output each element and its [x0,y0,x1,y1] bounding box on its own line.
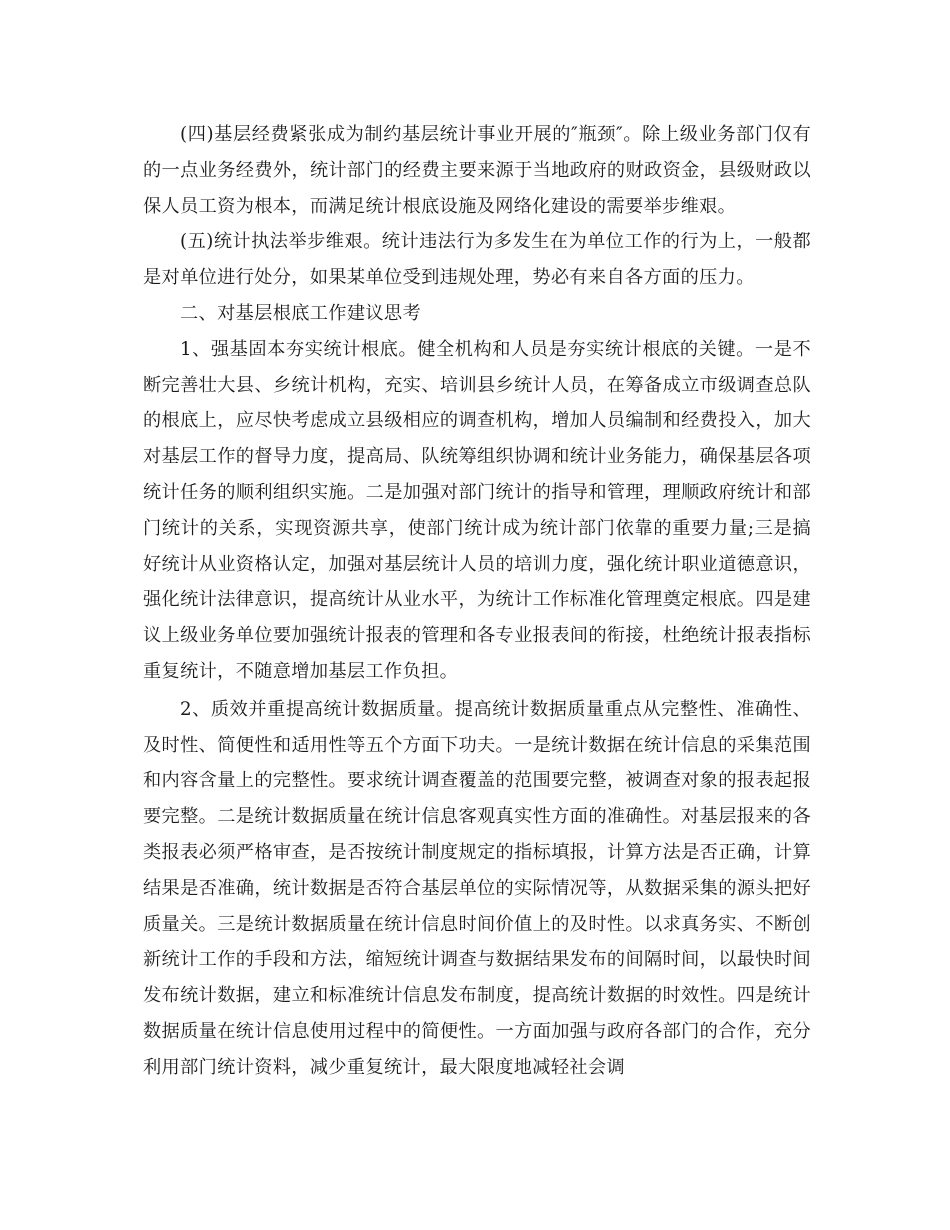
document-page [143,117,811,1086]
paragraph-data-quality: 2、质效并重提高统计数据质量。提高统计数据质量重点从完整性、准确性、及时性、简便性和适用性等五个方面下功夫。一是统计数据在统计信息的采集范围和内容含量上的完整性。要求统计调查覆盖的范围要完整，被调查对象的报表起报要完整。二是统计数据质量在统计信息客观真实性方面的准确性。对基层报来的各类报表必须严格审查，是否按统计制度规定的指标填报，计算方法是否正确，计算结果是否准确，统计数据是否符合基层单位的实际情况等，从数据采集的源头把好质量关。三是统计数据质量在统计信息时间价值上的及时性。以求真务实、不断创新统计工作的手段和方法，缩短统计调查与数据结果发布的间隔时间，以最快时间发布统计数据，建立和标准统计信息发布制度，提高统计数据的时效性。四是统计数据质量在统计信息使用过程中的简便性。一方面加强与政府各部门的合作，充分利用部门统计资料，减少重复统计，最大限度地减轻社会调 [143,698,811,1078]
paragraph-funding-bottleneck: (四)基层经费紧张成为制约基层统计事业开展的″瓶颈″。除上级业务部门仅有的一点业务经费外，统计部门的经费主要来源于当地政府的财政资金，县级财政以保人员工资为根本，而满足统计根底设施及网络化建设的需要举步维艰。 [143,124,811,217]
section-heading-suggestions: 二、对基层根底工作建议思考 [180,302,421,324]
paragraph-law-enforcement: (五)统计执法举步维艰。统计违法行为多发生在为单位工作的行为上，一般都是对单位进行处分，如果某单位受到违规处理，势必有来自各方面的压力。 [143,231,811,289]
paragraph-strengthen-foundation: 1、强基固本夯实统计根底。健全机构和人员是夯实统计根底的关键。一是不断完善壮大县、乡统计机构，充实、培训县乡统计人员，在筹备成立市级调查总队的根底上，应尽快考虑成立县级相应的调查机构，增加人员编制和经费投入，加大对基层工作的督导力度，提高局、队统筹组织协调和统计业务能力，确保基层各项统计任务的顺利组织实施。二是加强对部门统计的指导和管理，理顺政府统计和部门统计的关系，实现资源共享，使部门统计成为统计部门依靠的重要力量;三是搞好统计从业资格认定，加强对基层统计人员的培训力度，强化统计职业道德意识，强化统计法律意识，提高统计从业水平，为统计工作标准化管理奠定根底。四是建议上级业务单位要加强统计报表的管理和各专业报表间的衔接，杜绝统计报表指标重复统计，不随意增加基层工作负担。 [143,338,811,682]
